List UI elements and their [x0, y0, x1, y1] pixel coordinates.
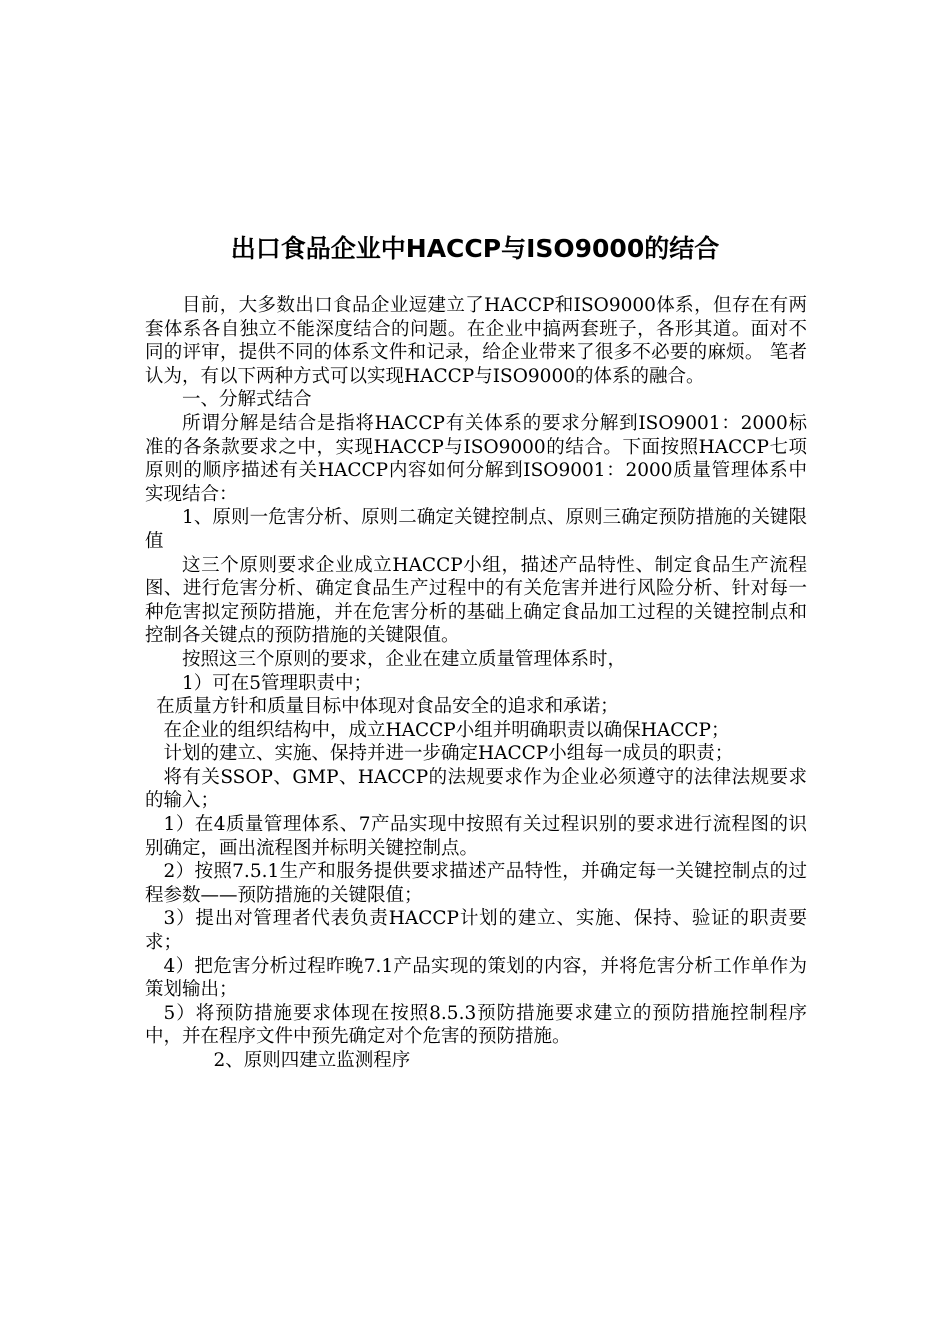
list-item-preventive-measures: 5）将预防措施要求体现在按照8.5.3预防措施要求建立的预防措施控制程序中，并在程序文件中预先确定对个危害的预防措施。 [145, 1002, 807, 1048]
list-item-hazard-analysis: 4）把危害分析过程昨晚7.1产品实现的策划的内容，并将危害分析工作单作为策划输出； [145, 955, 807, 1001]
paragraph-decomposition-definition: 所谓分解是结合是指将HACCP有关体系的要求分解到ISO9001：2000标准的各条款要求之中，实现HACCP与ISO9000的结合。下面按照HACCP七项原则的顺序描述有关HACCP内容如何分解到ISO9001：2000质量管理体系中实现结合： [145, 412, 807, 505]
list-item-organization-structure: 在企业的组织结构中，成立HACCP小组并明确职责以确保HACCP； [163, 719, 730, 741]
paragraph-principles-1-3: 这三个原则要求企业成立HACCP小组，描述产品特性、制定食品生产流程图、进行危害分析、确定食品生产过程中的有关危害并进行风险分析、针对每一种危害拟定预防措施，并在危害分析的基础上确定食品加工过程的关键控制点和控制各关键点的预防措施的关键限值。 [145, 554, 807, 647]
paragraph-intro: 目前，大多数出口食品企业逗建立了HACCP和ISO9000体系，但存在有两套体系各自独立不能深度结合的问题。在企业中搞两套班子，各形其道。面对不同的评审，提供不同的体系文件和记录，给企业带来了很多不必要的麻烦。 笔者认为，有以下两种方式可以实现HACCP与ISO9000的体系的融合。 [145, 295, 807, 387]
subheading-principle-4: 2、原则四建立监测程序 [213, 1050, 411, 1071]
list-item-plan-implementation: 计划的建立、实施、保持并进一步确定HACCP小组每一成员的职责； [163, 743, 734, 765]
list-item-regulations-input: 将有关SSOP、GMP、HACCP的法规要求作为企业必须遵守的法律法规要求的输入； [145, 766, 807, 812]
list-item-product-characteristics: 2）按照7.5.1生产和服务提供要求描述产品特性，并确定每一关键控制点的过程参数——预防措施的关键限值； [145, 861, 807, 906]
list-item-management-representative: 3）提出对管理者代表负责HACCP计划的建立、实施、保持、验证的职责要求； [145, 908, 807, 954]
list-item-quality-policy: 在质量方针和质量目标中体现对食品安全的追求和承诺； [156, 696, 619, 718]
list-item-management-responsibility: 1）可在5管理职责中； [182, 672, 373, 694]
subheading-principles-1-3: 1、原则一危害分析、原则二确定关键控制点、原则三确定预防措施的关键限值 [145, 507, 807, 552]
document-body [145, 294, 807, 1073]
paragraph-requirements-intro: 按照这三个原则的要求，企业在建立质量管理体系时， [182, 648, 627, 670]
section-heading-decomposition: 一、分解式结合 [182, 389, 312, 411]
list-item-flowchart: 1）在4质量管理体系、7产品实现中按照有关过程识别的要求进行流程图的识别确定，画出流程图并标明关键控制点。 [145, 814, 807, 859]
document-title: 出口食品企业中HACCP与ISO9000的结合 [230, 234, 720, 263]
